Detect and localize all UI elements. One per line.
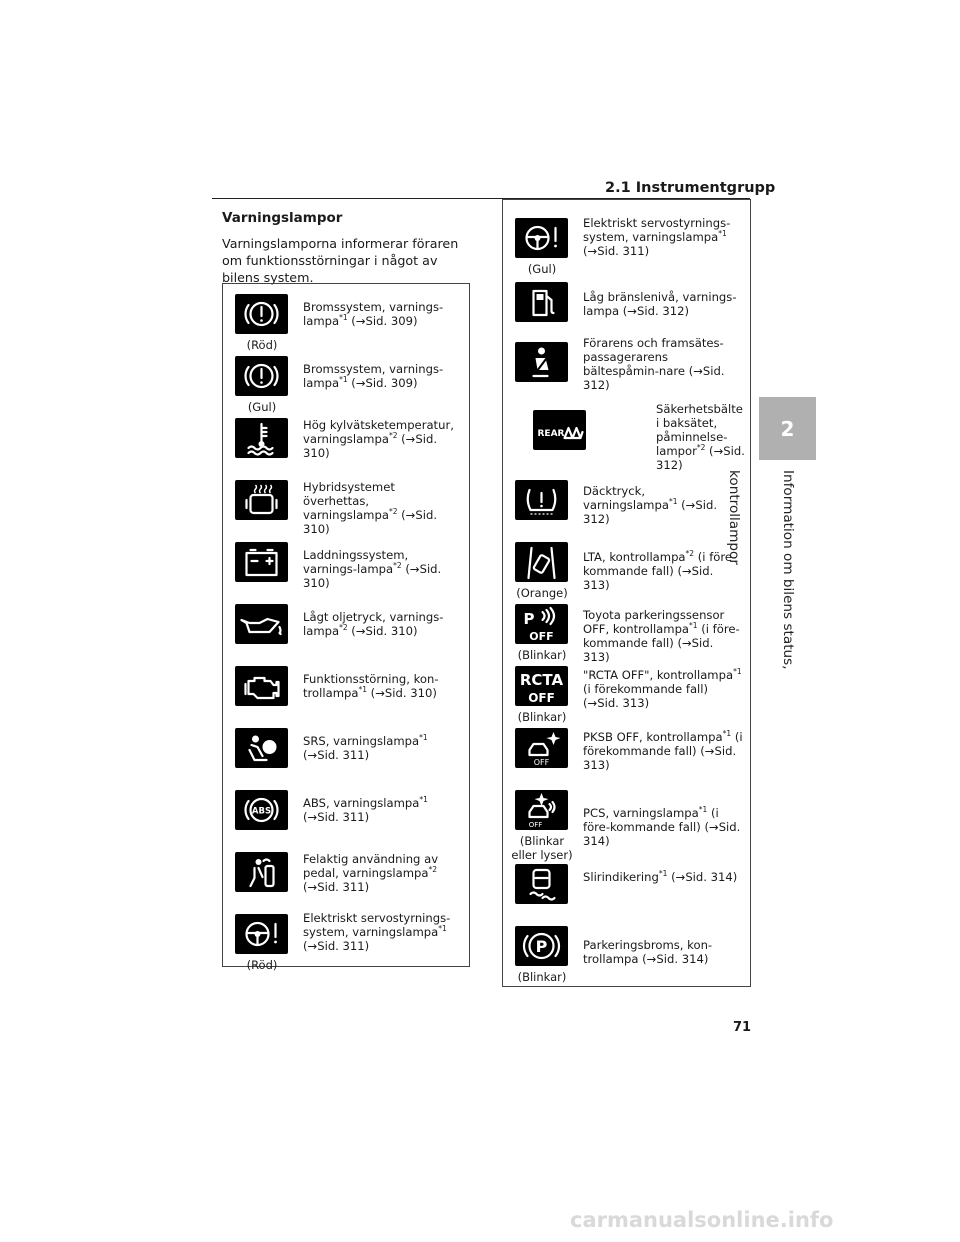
page-reference: (→Sid. 311) [303,748,370,762]
page-reference: (→Sid. 309) [347,376,418,390]
lamp-text: PKSB OFF, kontrollampa [583,730,723,744]
lamp-text: Felaktig användning av pedal, varningslampa [303,852,439,880]
footnote-ref: *2 [388,507,398,516]
lamp-description [303,610,463,638]
lamp-description [303,300,463,328]
lamp-description [583,668,743,710]
svg-text:OFF: OFF [528,691,555,705]
lamp-description [583,730,743,772]
footnote-ref: *2 [388,431,398,440]
page-reference: (→Sid. 311) [303,939,370,953]
lamp-text: Elektriskt servostyrnings-system, varningslampa [583,216,731,244]
slip-indicator-icon [515,864,568,904]
intro-paragraph: Varningslamporna informerar föraren om funktionsstörningar i något av bilens system. [222,236,459,285]
running-header: 2.1 Instrumentgrupp [605,180,776,196]
lamp-caption: (Röd) [246,338,278,352]
parking-brake-icon [515,926,568,966]
svg-text:OFF: OFF [533,758,550,767]
svg-text:REAR: REAR [537,429,565,439]
lamp-description [303,548,463,590]
lamp-description [303,362,463,390]
footnote-ref: *1 [658,869,668,878]
footnote-ref: *1 [722,729,732,738]
lamp-description [583,608,743,664]
lamp-description [303,672,463,700]
lamp-description [583,336,743,392]
lamp-text: Funktionsstörning, kon-trollampa [303,672,439,700]
lamp-text: Parkeringsbroms, kon-trollampa (→Sid. 314) [583,938,713,966]
pcs-icon [515,790,568,830]
lamp-description [583,938,743,966]
lamp-description [583,484,743,526]
footnote-ref: *1 [689,621,698,630]
brake-warning-icon [235,356,288,396]
footnote-ref: *1 [339,313,348,322]
page-reference: (i före-kommande fall) (→Sid. 313) [583,550,737,592]
section-title: Varningslampor [222,210,343,226]
page-reference: (→Sid. 310) [367,686,437,700]
lamp-text: PCS, varningslampa [583,806,699,820]
svg-text:P: P [535,937,548,956]
coolant-temperature-icon [235,418,288,458]
lamp-text: Låg bränslenivå, varnings-lampa (→Sid. 312) [583,290,737,318]
hybrid-system-overheat-icon [235,480,288,520]
footnote-ref: *1 [733,667,742,676]
lamp-text: Elektriskt servostyrnings-system, varningslampa [303,911,451,939]
page-reference: (→Sid. 310) [303,562,442,590]
left-lamp-table [222,283,470,972]
footnote-ref: *1 [698,805,708,814]
footnote-ref: *1 [668,497,678,506]
svg-text:OFF: OFF [528,821,543,829]
power-steering-icon [235,914,288,954]
lamp-description [583,290,743,318]
power-steering-icon [515,218,568,258]
page-reference: (→Sid. 310) [303,432,438,460]
page-reference: (→Sid. 311) [583,244,650,258]
low-fuel-icon [515,282,568,322]
footnote-ref: *2 [393,561,402,570]
lamp-caption: (Gul) [527,262,557,276]
battery-charging-icon [235,542,288,582]
lamp-text: LTA, kontrollampa [583,550,686,564]
lamp-text: Säkerhetsbälte i baksätet, påminnelse-lampor [656,402,743,458]
lamp-description [303,911,463,953]
lamp-caption: (Blinkar) [517,710,567,724]
page-reference: (i före-kommande fall) (→Sid. 313) [583,622,740,664]
lamp-text: Laddningssystem, varnings-lampa [303,548,409,576]
footnote-ref: *2 [696,443,706,452]
oil-pressure-icon [235,604,288,644]
page-reference: (i förekommande fall) (→Sid. 313) [583,682,709,710]
lamp-description [303,480,463,536]
lamp-text: Förarens och framsätes-passagerarens bältespåmin-nare (→Sid. 312) [583,336,725,392]
seatbelt-reminder-icon [515,342,568,382]
footnote-ref: *1 [339,375,348,384]
pksb-off-icon [515,728,568,768]
abs-icon [235,790,288,830]
lta-icon [515,542,568,582]
lamp-text: SRS, varningslampa [303,734,420,748]
check-engine-icon [235,666,288,706]
lamp-caption: (Blinkar) [517,648,567,662]
pedal-misoperation-icon [235,852,288,892]
page-reference: (→Sid. 312) [656,444,745,472]
page-reference: (→Sid. 311) [303,810,370,824]
footnote-ref: *2 [685,549,695,558]
lamp-description [303,796,463,824]
lamp-text: Däcktryck, varningslampa [583,484,669,512]
page-reference: (i före-kommande fall) (→Sid. 314) [583,806,741,848]
footnote-ref: *1 [358,685,367,694]
lamp-text: Hög kylvätsketemperatur, varningslampa [303,418,454,446]
rcta-off-icon [515,666,568,706]
page-reference: (→Sid. 314) [667,870,738,884]
page-number: 71 [733,1020,752,1035]
watermark: carmanualsonline.info [570,1208,834,1232]
lamp-caption: (Blinkar) [517,970,567,984]
lamp-text: "RCTA OFF", kontrollampa [583,668,734,682]
lamp-text: Slirindikering [583,870,659,884]
svg-text:P: P [523,610,535,628]
lamp-description [303,852,463,894]
footnote-ref: *1 [438,924,447,933]
right-lamp-table [502,199,751,987]
page-reference: (→Sid. 310) [347,624,418,638]
rear-seatbelt-reminder-icon [533,410,586,450]
svg-text:RCTA: RCTA [519,671,564,689]
lamp-caption: (Orange) [516,586,568,600]
lamp-caption: (Blinkar eller lyser) [511,834,573,862]
srs-airbag-icon [235,728,288,768]
page-reference: (→Sid. 310) [303,508,438,536]
lamp-text: Lågt oljetryck, varnings-lampa [303,610,444,638]
lamp-text: Toyota parkeringssensor OFF, kontrollampa [583,608,725,636]
lamp-text: ABS, varningslampa [303,796,420,810]
lamp-caption: (Gul) [247,400,277,414]
lamp-description [583,216,743,258]
lamp-text: Hybridsystemet överhettas, varningslampa [303,480,395,522]
page-reference: (→Sid. 311) [303,880,370,894]
lamp-description [656,402,746,472]
lamp-description [583,806,743,848]
lamp-caption: (Röd) [246,958,278,972]
page-reference: (i förekommande fall) (→Sid. 313) [583,730,743,772]
page-reference: (→Sid. 309) [347,314,418,328]
lamp-text: Bromssystem, varnings-lampa [303,362,444,390]
chapter-tab: 2 [759,397,816,460]
lamp-description [303,418,463,460]
lamp-description [303,734,463,762]
svg-text:OFF: OFF [529,630,554,643]
footnote-ref: *1 [718,229,727,238]
footnote-ref: *1 [419,795,428,804]
parking-sensor-off-icon [515,604,568,644]
lamp-description [583,870,743,884]
tire-pressure-icon [515,480,568,520]
svg-text:ABS: ABS [251,806,272,817]
lamp-text: Bromssystem, varnings-lampa [303,300,444,328]
brake-warning-icon [235,294,288,334]
footnote-ref: *2 [339,623,348,632]
page-reference: (→Sid. 312) [583,498,718,526]
chapter-title: Information om bilens status, kontrollampor [726,470,796,670]
footnote-ref: *1 [419,733,428,742]
footnote-ref: *2 [428,865,438,874]
lamp-description [583,550,743,592]
